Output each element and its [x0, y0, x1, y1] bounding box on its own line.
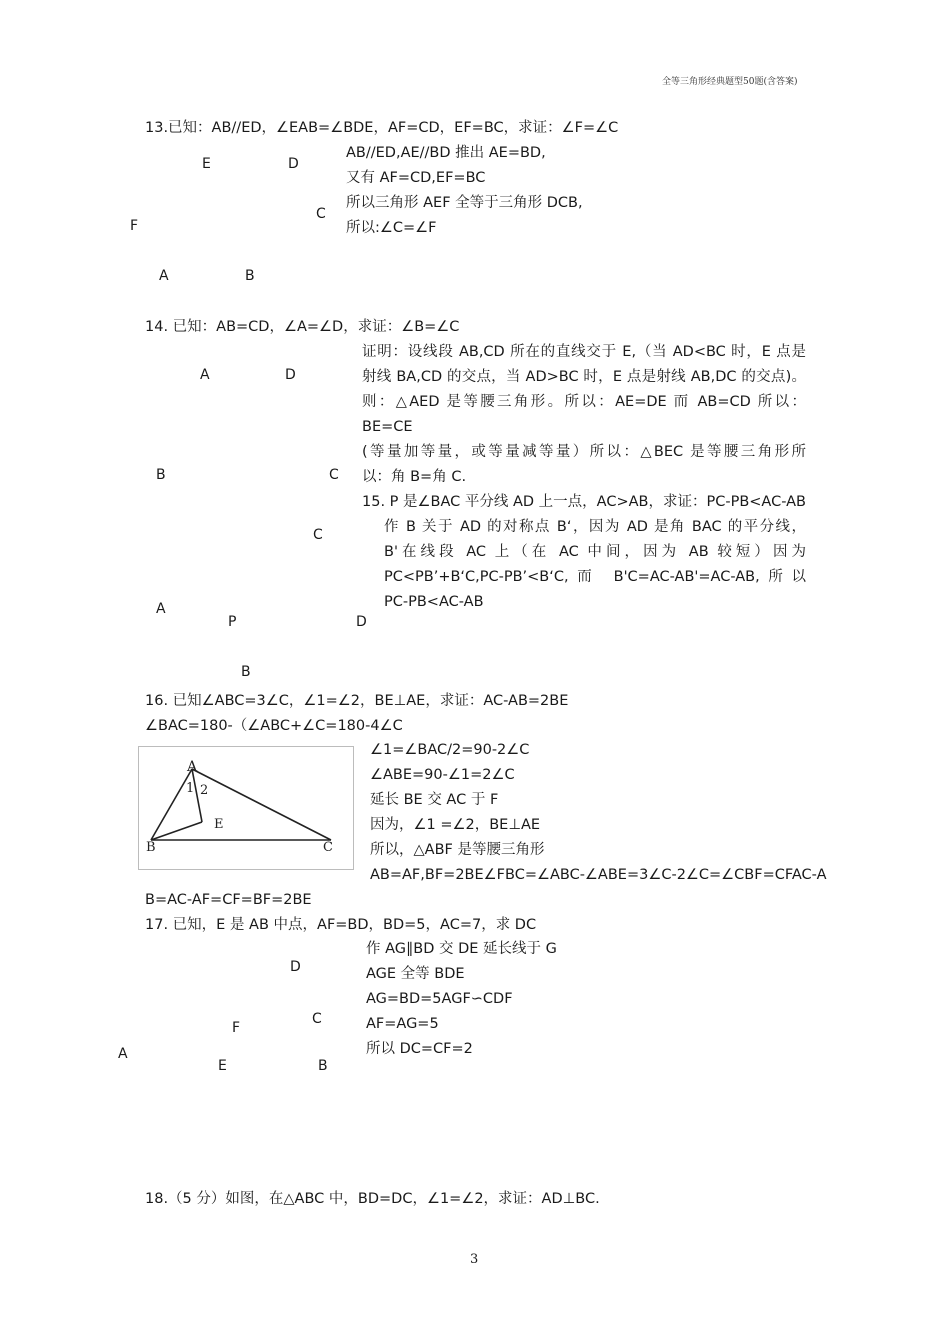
problem-14-solution — [362, 340, 806, 490]
problem-16-tail2: B=AC-AF=CF=BF=2BE — [145, 892, 312, 908]
p17-point-F: F — [232, 1020, 241, 1036]
p15-point-P: P — [228, 614, 237, 630]
segment-AC — [192, 769, 331, 840]
problem-13-statement: 13.已知：AB//ED，∠EAB=∠BDE，AF=CD，EF=BC，求证：∠F=∠C — [145, 120, 619, 136]
p15-point-D: D — [356, 614, 367, 630]
solution-line: 又有 AF=CD,EF=BC — [346, 170, 486, 186]
p13-point-C: C — [316, 206, 326, 222]
p14-point-C: C — [329, 467, 339, 483]
solution-line: B'在线段 AC 上（在 AC 中间，因为 AB 较短）因为 — [384, 544, 806, 560]
solution-line: 作 AG∥BD 交 DE 延长线于 G — [366, 941, 557, 957]
solution-line: PC-PB<AC-AB — [384, 594, 484, 610]
segment-AB — [151, 769, 195, 840]
p13-point-E: E — [202, 156, 211, 172]
fig-label-A: A — [187, 759, 198, 775]
solution-line: 所以:∠C=∠F — [346, 220, 437, 236]
segment-BE — [151, 822, 202, 840]
p15-point-C: C — [313, 527, 323, 543]
p15-point-B: B — [241, 664, 251, 680]
solution-line: AF=AG=5 — [366, 1016, 439, 1032]
problem-18-statement: 18.（5 分）如图，在△ABC 中，BD=DC，∠1=∠2，求证：AD⊥BC. — [145, 1191, 600, 1207]
problem-16-line1: ∠BAC=180-（∠ABC+∠C=180-4∠C — [145, 718, 403, 734]
solution-line: AG=BD=5AGF∽CDF — [366, 991, 513, 1007]
p14-point-A: A — [200, 367, 210, 383]
triangle-figure — [138, 746, 354, 870]
solution-line: 以：角 B=角 C. — [362, 469, 467, 485]
problem-15-statement: 15. P 是∠BAC 平分线 AD 上一点，AC>AB，求证：PC-PB<AC-AB — [362, 494, 806, 510]
p17-point-A: A — [118, 1046, 128, 1062]
problem-17-statement: 17. 已知，E 是 AB 中点，AF=BD，BD=5，AC=7，求 DC — [145, 917, 537, 933]
p15-point-A: A — [156, 601, 166, 617]
problem-14-statement: 14. 已知：AB=CD，∠A=∠D，求证：∠B=∠C — [145, 319, 460, 335]
solution-line: 所以三角形 AEF 全等于三角形 DCB, — [346, 195, 583, 211]
solution-line: 则：△AED 是等腰三角形。所以：AE=DE 而 AB=CD 所以：BE=CE — [362, 394, 806, 435]
solution-line: 证明：设线段 AB,CD 所在的直线交于 E,（当 AD<BC 时，E 点是 — [362, 344, 806, 360]
solution-line: 延长 BE 交 AC 于 F — [370, 792, 499, 808]
solution-line: 因为，∠1 =∠2，BE⊥AE — [370, 817, 541, 833]
problem-16-tail1: AB=AF,BF=2BE∠FBC=∠ABC-∠ABE=3∠C-2∠C=∠CBF=CFAC-A — [370, 867, 827, 883]
fig-label-E: E — [214, 817, 224, 832]
fig-label-1: 1 — [186, 781, 195, 796]
p14-point-B: B — [156, 467, 166, 483]
solution-line: 所以，△ABF 是等腰三角形 — [370, 842, 545, 858]
problem-17-solution — [366, 937, 557, 1062]
problem-15-solution — [384, 515, 806, 615]
problem-16-statement: 16. 已知∠ABC=3∠C，∠1=∠2，BE⊥AE，求证：AC-AB=2BE — [145, 693, 569, 709]
solution-line: AGE 全等 BDE — [366, 966, 465, 982]
solution-line: AB//ED,AE//BD 推出 AE=BD, — [346, 145, 546, 161]
fig-label-B: B — [146, 840, 156, 855]
solution-line: 所以 DC=CF=2 — [366, 1041, 473, 1057]
solution-line: ∠1=∠BAC/2=90-2∠C — [370, 742, 530, 758]
p17-point-C: C — [312, 1011, 322, 1027]
p13-point-D: D — [288, 156, 299, 172]
p17-point-E: E — [218, 1058, 227, 1074]
problem-16-solution — [370, 738, 544, 863]
solution-line: ∠ABE=90-∠1=2∠C — [370, 767, 515, 783]
p14-point-D: D — [285, 367, 296, 383]
solution-line: (等量加等量，或等量减等量）所以：△BEC 是等腰三角形所 — [362, 444, 806, 460]
triangle-figure-svg — [139, 747, 353, 869]
solution-line: PC<PB’+B‘C,PC-PB’<B‘C,而 B'C=AC-AB'=AC-AB,所以 — [384, 569, 806, 585]
p13-point-B: B — [245, 268, 255, 284]
fig-label-C: C — [323, 840, 333, 855]
page-header: 全等三角形经典题型50题(含答案) — [662, 77, 798, 87]
p13-point-F: F — [130, 218, 139, 234]
page-number: 3 — [470, 1252, 479, 1267]
p17-point-B: B — [318, 1058, 328, 1074]
p17-point-D: D — [290, 959, 301, 975]
p13-point-A: A — [159, 268, 169, 284]
problem-13-solution — [346, 141, 583, 241]
solution-line: 射线 BA,CD 的交点，当 AD>BC 时，E 点是射线 AB,DC 的交点)。 — [362, 369, 806, 385]
fig-label-2: 2 — [200, 783, 209, 798]
solution-line: 作 B 关于 AD 的对称点 B‘，因为 AD 是角 BAC 的平分线， — [384, 519, 806, 535]
